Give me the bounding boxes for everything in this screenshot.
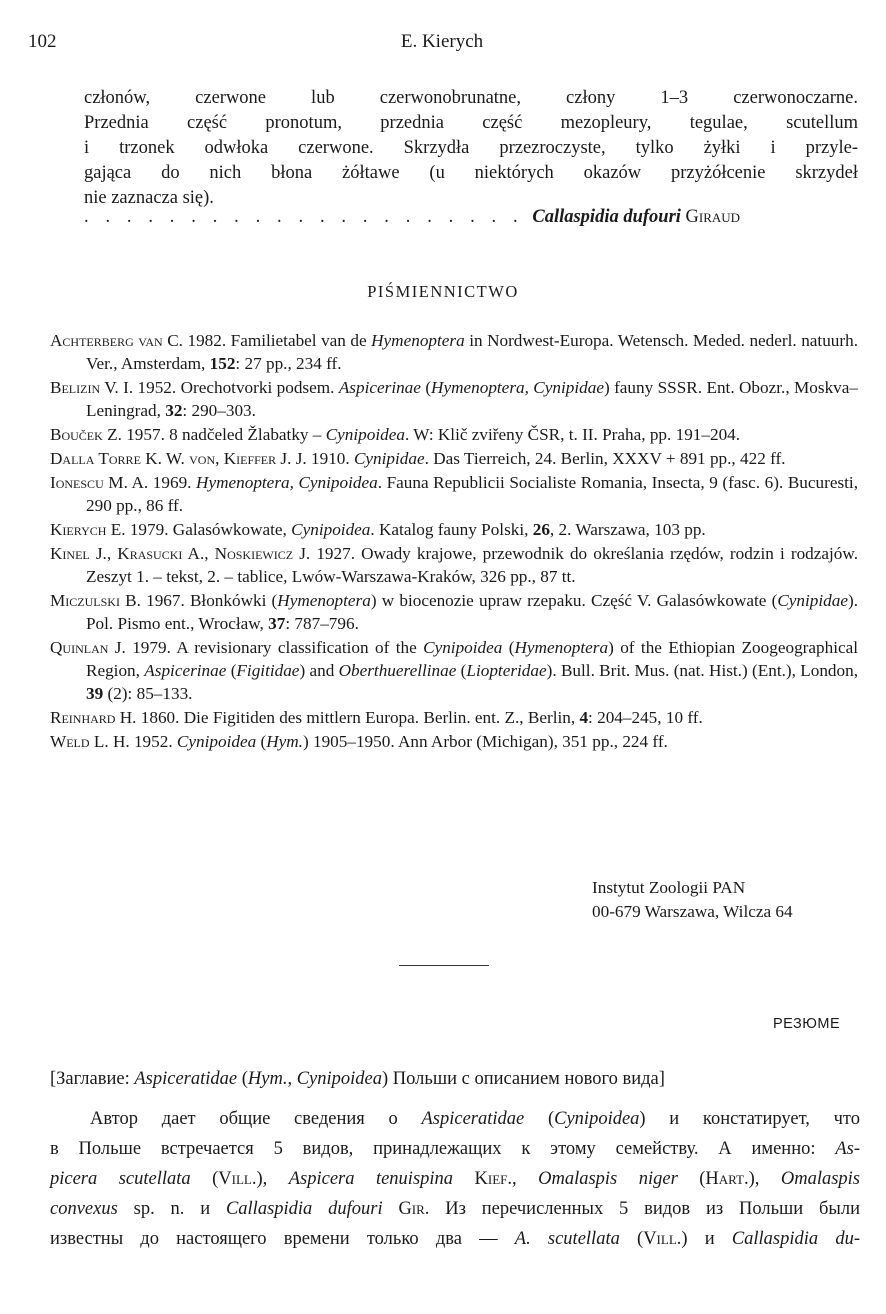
reference-entry <box>50 589 858 635</box>
reference-entry <box>50 471 858 517</box>
reference-details: 1927. Owady krajowe, przewodnik do określania rzędów, rodzin i rodzajów. Zeszyt 1. – tekst, 2. – tablice, Lwów-Warszawa-Kraków, 326 pp., 87 tt. <box>86 544 858 586</box>
reference-details: 1952. Orechotvorki podsem. Aspicerinae (Hymenoptera, Cynipidae) fauny SSSR. Ent. Obozr., Moskva–Leningrad, 32: 290–303. <box>86 378 858 420</box>
key-species-authority: Giraud <box>685 207 741 227</box>
key-couplet-line <box>84 205 858 230</box>
reference-entry <box>50 447 858 470</box>
intro-line: członów, czerwone lub czerwonobrunatne, człony 1–3 czerwonoczarne. <box>84 88 858 108</box>
reference-author: Ionescu M. A. <box>50 473 149 492</box>
reference-details: 1967. Błonkówki (Hymenoptera) w biocenozie upraw rzepaku. Część V. Galasówkowate (Cynipidae). Pol. Pismo ent., Wrocław, 37: 787–796. <box>86 591 858 633</box>
running-author: E. Kierych <box>400 31 484 52</box>
intro-line: Przednia część pronotum, przednia część mezopleury, tegulae, scutellum <box>84 113 858 133</box>
section-divider <box>399 965 489 966</box>
reference-entry <box>50 730 858 753</box>
leader-dots: . . . . . . . . . . . . . . . . . . . . . <box>84 207 524 227</box>
reference-author: Bouček Z. <box>50 425 122 444</box>
intro-line: nie zaznacza się). <box>84 188 214 208</box>
reference-entry <box>50 376 858 422</box>
reference-author: Dalla Torre K. W. von, Kieffer J. J. <box>50 449 307 468</box>
summary-line: в Польше встречается 5 видов, принадлежащих к этому семейству. А именно: As- <box>50 1139 860 1159</box>
address-line-city: 00-679 Warszawa, Wilcza 64 <box>592 902 793 921</box>
reference-details: 1957. 8 nadčeled Žlabatky – Cynipoidea. W: Klič zviřeny ČSR, t. II. Praha, pp. 191–204. <box>121 425 741 444</box>
key-species-name: Callaspidia dufouri <box>532 207 681 227</box>
summary-line: convexus sp. n. и Callaspidia dufouri Gir. Из перечисленных 5 видов из Польши были <box>50 1199 860 1219</box>
reference-author: Weld L. H. <box>50 732 130 751</box>
reference-details: 1969. Hymenoptera, Cynipoidea. Fauna Republicii Socialiste Romania, Insecta, 9 (fasc. 6). Bucuresti, 290 pp., 86 ff. <box>86 473 858 515</box>
reference-entry <box>50 423 858 446</box>
reference-details: 1979. Galasówkowate, Cynipoidea. Katalog fauny Polski, 26, 2. Warszawa, 103 pp. <box>125 520 706 539</box>
reference-author: Achterberg van C. <box>50 331 183 350</box>
reference-details: 1979. A revisionary classification of the Cynipoidea (Hymenoptera) of the Ethiopian Zoogeographical Region, Aspicerinae (Figitidae) and Oberthuerellinae (Liopteridae). Bull. Brit. Mus. (nat. Hist.) (Ent.), London, 39 (2): 85–133. <box>86 638 859 703</box>
reference-details: 1910. Cynipidae. Das Tierreich, 24. Berlin, XXXV + 891 pp., 422 ff. <box>306 449 786 468</box>
page-number: 102 <box>28 31 57 52</box>
intro-line: gająca do nich błona żółtawe (u niektórych okazów przyżółcenie skrzydeł <box>84 163 858 183</box>
reference-author: Kierych E. <box>50 520 126 539</box>
summary-line: picera scutellata (Vill.), Aspicera tenuispina Kief., Omalaspis niger (Hart.), Omalaspis <box>50 1169 861 1189</box>
reference-entry <box>50 636 858 705</box>
summary-line: Автор дает общие сведения о Aspiceratidae (Cynipoidea) и констатирует, что <box>90 1109 860 1129</box>
reference-author: Belizin V. I. <box>50 378 134 397</box>
reference-author: Quinlan J. <box>50 638 126 657</box>
reference-details: 1860. Die Figitiden des mittlern Europa. Berlin. ent. Z., Berlin, 4: 204–245, 10 ff. <box>136 708 703 727</box>
reference-details: 1952. Cynipoidea (Hym.) 1905–1950. Ann Arbor (Michigan), 351 pp., 224 ff. <box>129 732 668 751</box>
summary-title: [Заглавие: Aspiceratidae (Hym., Cynipoidea) Польши с описанием нового вида] <box>50 1069 665 1089</box>
reference-author: Miczulski B. <box>50 591 141 610</box>
reference-entry <box>50 518 858 541</box>
intro-line: i trzonek odwłoka czerwone. Skrzydła przezroczyste, tylko żyłki i przyle- <box>84 138 858 158</box>
intro-paragraph <box>84 86 858 211</box>
summary-line: известны до настоящего времени только два — A. scutellata (Vill.) и Callaspidia du- <box>50 1229 861 1249</box>
institution-address <box>592 876 862 924</box>
address-line-institute: Instytut Zoologii PAN <box>592 878 746 897</box>
reference-author: Reinhard H. <box>50 708 137 727</box>
literature-heading: PIŚMIENNICTWO <box>367 282 519 301</box>
reference-author: Kinel J., Krasucki A., Noskiewicz J. <box>50 544 311 563</box>
summary-heading: РЕЗЮМЕ <box>773 1016 841 1032</box>
reference-entry <box>50 542 858 588</box>
reference-entry <box>50 329 858 375</box>
reference-list <box>50 329 858 754</box>
reference-entry <box>50 706 858 729</box>
reference-details: 1982. Familietabel van de Hymenoptera in Nordwest-Europa. Wetensch. Meded. nederl. natuurh. Ver., Amsterdam, 152: 27 pp., 234 ff. <box>86 331 859 373</box>
summary-body <box>50 1104 860 1254</box>
